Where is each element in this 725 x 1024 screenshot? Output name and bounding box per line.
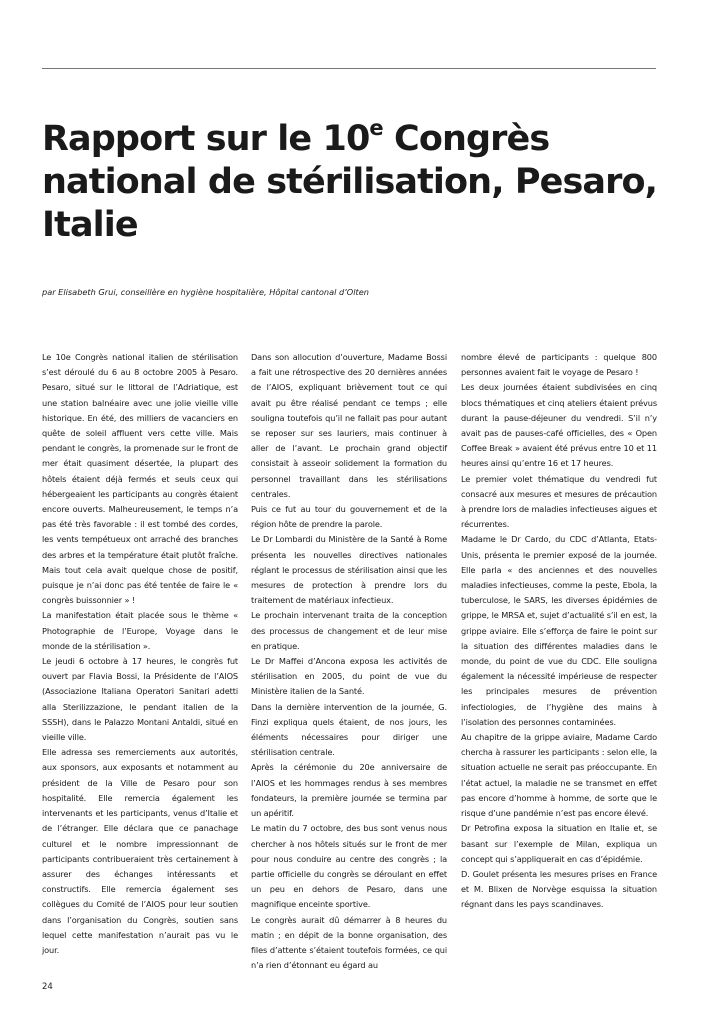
paragraph: Dans la dernière intervention de la journée, G. Finzi expliqua quels étaient, de nos jours, les éléments nécessaires pour diriger une stérilisation centrale.: [251, 701, 447, 758]
paragraph: Le congrès aurait dû démarrer à 8 heures du matin ; en dépit de la bonne organisation, des files d’attente s’étaient toutefois formées, ce qui n’a rien d’étonnant eu égard au: [251, 914, 447, 971]
paragraph: Après la cérémonie du 20e anniversaire de l’AIOS et les hommages rendus à ses membres fondateurs, la première journée se termina par un apéritif.: [251, 762, 447, 819]
paragraph: Le prochain intervenant traita de la conception des processus de changement et de leur mise en pratique.: [251, 610, 447, 651]
paragraph: Au chapitre de la grippe aviaire, Madame Cardo chercha à rassurer les participants : selon elle, la situation actuelle ne serait pas préoccupante. En l’état actuel, la maladie ne se transmet en effet pas encore d’homme à homme, de sorte que le risque d’une pandémie n’est pas encore élevé.: [461, 732, 657, 819]
paragraph: Madame le Dr Cardo, du CDC d’Atlanta, Etats-Unis, présenta le premier exposé de la journée. Elle parla « des anciennes et des nouvelles maladies infectieuses, comme la peste, Ebola, la tuberculose, le SARS, les diverses épidémies de grippe, le MRSA et, sujet d’actualité s’il en est, la grippe aviaire. Elle s’efforça de faire le point sur la situation des différentes maladies dans le monde, du point de vue du CDC. Elle souligna également la nécessité impérieuse de respecter les principales mesures de prévention infectiologies, de l’hygiène des mains à l’isolation des personnes contaminées.: [461, 534, 657, 727]
column-1: [42, 350, 238, 958]
column-2: [251, 350, 447, 973]
paragraph: Puis ce fut au tour du gouvernement et de la région hôte de prendre la parole.: [251, 504, 447, 530]
byline: par Elisabeth Grui, conseillère en hygiène hospitalière, Hôpital cantonal d’Olten: [42, 287, 369, 297]
paragraph: Le Dr Lombardi du Ministère de la Santé à Rome présenta les nouvelles directives nationales réglant le processus de stérilisation ainsi que les mesures de protection à prendre lors du traitement de matériaux infectieux.: [251, 534, 447, 606]
page-number: 24: [42, 982, 53, 992]
top-rule: [42, 68, 656, 69]
paragraph: Dans son allocution d’ouverture, Madame Bossi a fait une rétrospective des 20 dernières années de l’AIOS, expliquant brièvement tout ce qui avait pu être réalisé pendant ce temps ; elle souligna toutefois qu’il ne fallait pas pour autant se reposer sur ses lauriers, mais continuer à aller de l’avant. Le prochain grand objectif consistait à asseoir solidement la formation du personnel travaillant dans les stérilisations centrales.: [251, 352, 447, 499]
paragraph: Le 10e Congrès national italien de stérilisation s’est déroulé du 6 au 8 octobre 2005 à Pesaro. Pesaro, situé sur le littoral de l’Adriatique, est une station balnéaire avec une jolie vieille ville historique. En été, des milliers de vacanciers en quête de soleil affluent vers cette ville. Mais pendant le congrès, la promenade sur le front de mer était quasiment désertée, la plupart des hôtels étaient déjà fermés et seuls ceux qui hébergeaient les participants au congrès étaient encore ouverts. Malheureusement, le temps n’a pas été très favorable : il est tombé des cordes, les vents tempétueux ont arraché des branches des arbres et la température était plutôt fraîche. Mais tout cela avait quelque chose de positif, puisque je n’ai donc pas été tentée de faire le « congrès buissonnier » !: [42, 352, 238, 606]
paragraph: Elle adressa ses remerciements aux autorités, aux sponsors, aux exposants et notamment au président de la Ville de Pesaro pour son hospitalité. Elle remercia également les intervenants et les participants, venus d’Italie et de l’étranger. Elle déclara que ce panachage culturel et le nombre impressionnant de participants contribueraient très certainement à assurer des échanges intéressants et constructifs. Elle remercia également ses collègues du Comité de l’AIOS pour leur soutien dans l’organisation du Congrès, soutien sans lequel cette manifestation n’aurait pas vu le jour.: [42, 747, 238, 955]
paragraph: Le jeudi 6 octobre à 17 heures, le congrès fut ouvert par Flavia Bossi, la Présidente de l’AIOS (Associazione Italiana Operatori Sanitari adetti alla Sterilizzazione, le pendant italien de la SSSH), dans le Palazzo Montani Antaldi, situé en vieille ville.: [42, 656, 238, 743]
title-superscript: e: [369, 116, 383, 140]
paragraph: nombre élevé de participants : quelque 800 personnes avaient fait le voyage de Pesaro !: [461, 352, 657, 378]
title-part2: Congrès national de stérilisation, Pesaro, Italie: [42, 119, 658, 245]
paragraph: Le premier volet thématique du vendredi fut consacré aux mesures et mesures de précaution à prendre lors de maladies infectieuses aigues et récurrentes.: [461, 473, 657, 530]
article-title: [42, 118, 662, 247]
paragraph: La manifestation était placée sous le thème « Photographie de l’Europe, Voyage dans le monde de la stérilisation ».: [42, 610, 238, 651]
paragraph: Les deux journées étaient subdivisées en cinq blocs thématiques et cinq ateliers étaient prévus durant la pause-déjeuner du vendredi. S’il n’y avait pas de pauses-café officielles, des « Open Coffee Break » avaient été prévus entre 10 et 11 heures ainsi qu’entre 16 et 17 heures.: [461, 382, 657, 469]
column-3: [461, 350, 657, 913]
paragraph: Dr Petrofina exposa la situation en Italie et, se basant sur l’exemple de Milan, expliqua un concept qui s’appliquerait en cas d’épidémie.: [461, 823, 657, 864]
paragraph: D. Goulet présenta les mesures prises en France et M. Blixen de Norvège esquissa la situation régnant dans les pays scandinaves.: [461, 868, 657, 910]
title-part1: Rapport sur le 10: [42, 119, 370, 159]
paragraph: Le matin du 7 octobre, des bus sont venus nous chercher à nos hôtels situés sur le front de mer pour nous conduire au centre des congrès ; la partie officielle du congrès se déroulant en effet un peu en dehors de Pesaro, dans une magnifique enceinte sportive.: [251, 823, 447, 910]
paragraph: Le Dr Maffei d’Ancona exposa les activités de stérilisation en 2005, du point de vue du Ministère italien de la Santé.: [251, 656, 447, 697]
